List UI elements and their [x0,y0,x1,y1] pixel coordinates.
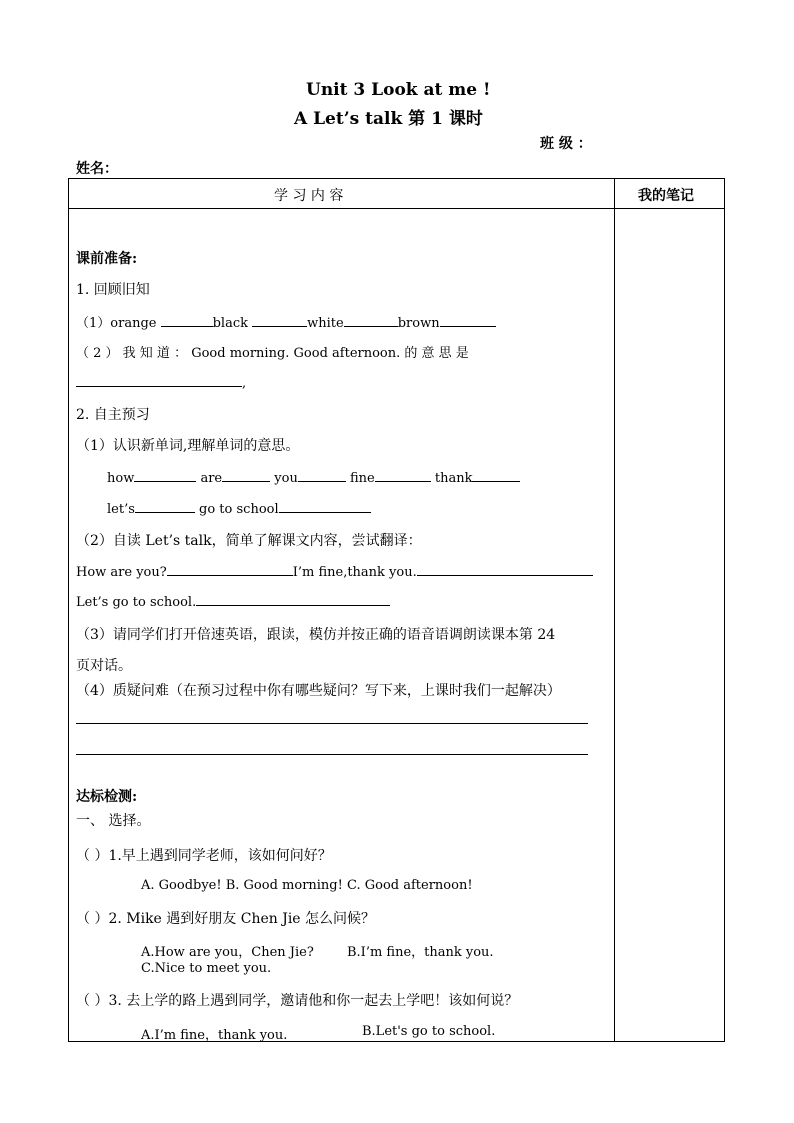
word-white: white [307,316,344,331]
know-comma: , [242,376,247,391]
question-2: （ ）2. Mike 遇到好朋友 Chen Jie 怎么问候？ [76,911,376,927]
vocab-how: how [107,471,135,486]
self-study-2: （2）自读 Let’s talk，简单了解课文内容，尝试翻译： [76,533,422,549]
translate-2 [76,592,390,610]
trans-lets-go: Let’s go to school. [76,595,197,610]
word-brown: brown [397,316,440,331]
translate-1 [76,562,593,580]
vocab-fine: fine [349,471,375,486]
vocab-go-to-school: go to school [199,502,279,517]
lesson-title: A Let’s talk 第 1 课时 [294,109,483,129]
vocab-thank: thank [434,471,473,486]
vocab-lets: let’s [107,502,135,517]
vocab-you: you [274,471,298,486]
test-heading: 达标检测: [76,789,138,805]
unit-title: Unit 3 Look at me ! [306,80,491,100]
prep-heading: 课前准备: [76,251,138,267]
table-header-content: 学 习 内 容 [274,188,344,204]
table-header-notes: 我的笔记 [638,188,694,204]
question-2-option-b: B.I’m fine，thank you. [347,945,494,960]
question-1-options: A. Goodbye! B. Good morning! C. Good afternoon! [141,878,473,893]
vocab-row-2 [107,499,371,517]
question-2-option-c: C.Nice to meet you. [141,961,272,976]
word-black: black [212,316,248,331]
name-label: 姓名： [76,161,118,177]
question-1: （ ）1.早上遇到同学老师，该如何问好？ [76,848,332,864]
know-line: （ 2 ） 我 知 道 ： Good morning. Good afternoon. 的 意 思 是 [76,346,469,361]
self-study-3b: 页对话。 [76,658,132,674]
answer-line-2 [76,754,588,755]
know-line-blank [76,373,246,391]
review-title: 1. 回顾旧知 [76,282,150,298]
vocab-row-1 [107,468,520,486]
class-label: 班 级 ： [540,136,592,152]
word-orange: orange [110,316,157,331]
vocab-are: are [200,471,223,486]
self-study-4: （4）质疑问难（在预习过程中你有哪些疑问？写下来，上课时我们一起解决） [76,683,561,699]
self-study-3a: （3）请同学们打开倍速英语，跟读，模仿并按正确的语音语调朗读课本第 24 [76,627,556,643]
review-words-prefix: （1） [76,316,111,331]
test-section: 一、 选择。 [76,813,151,829]
self-study-1: （1）认识新单词,理解单词的意思。 [76,438,300,454]
question-2-option-a: A.How are you，Chen Jie? [141,945,314,960]
self-study-title: 2. 自主预习 [76,407,150,423]
question-3-option-b: B.Let's go to school. [362,1024,496,1039]
question-3: （ ）3. 去上学的路上遇到同学，邀请他和你一起去上学吧！该如何说？ [76,993,519,1009]
trans-im-fine: I’m fine,thank you. [292,565,417,580]
review-words [76,312,496,331]
trans-how-are-you: How are you? [76,565,167,580]
answer-line-1 [76,723,588,724]
question-3-option-a: A.I’m fine，thank you. [141,1028,288,1043]
